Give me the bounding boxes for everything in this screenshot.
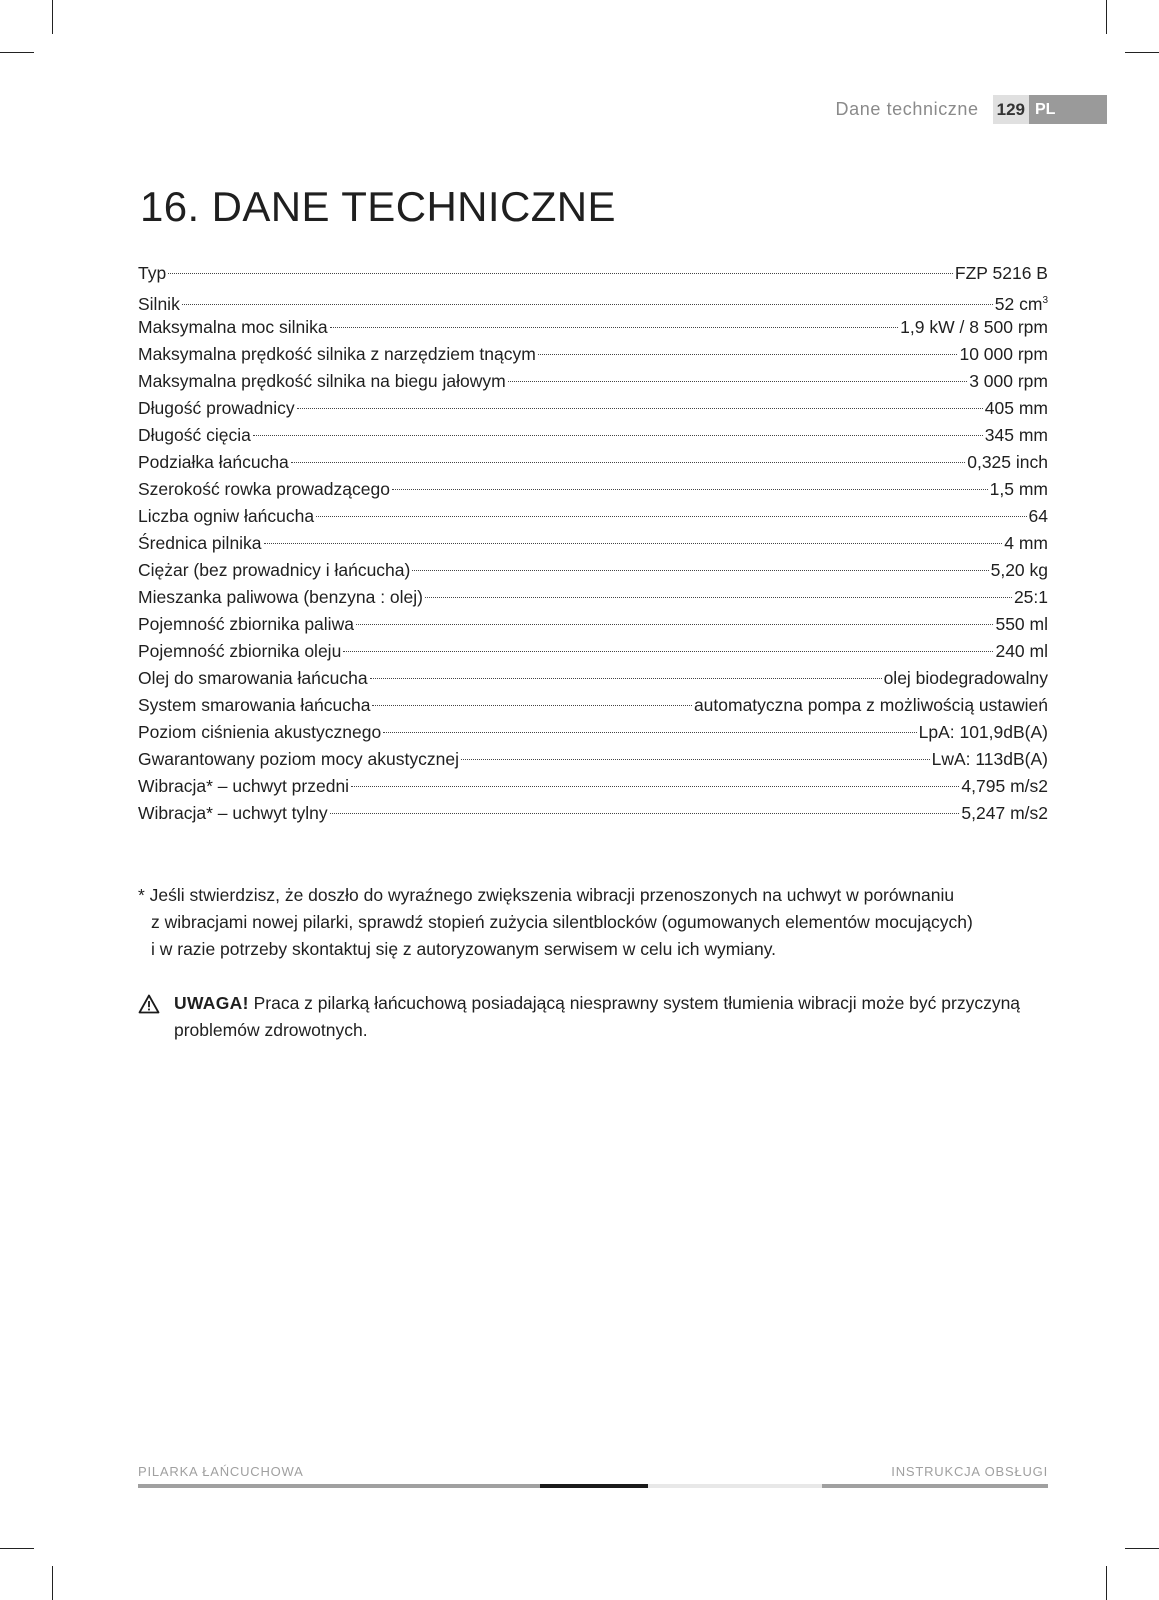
spec-row	[138, 476, 1048, 503]
spec-row	[138, 368, 1048, 395]
spec-label: Pojemność zbiornika paliwa	[138, 614, 354, 634]
dot-leader	[356, 624, 994, 625]
spec-row	[138, 287, 1048, 314]
spec-value-text: olej biodegradowalny	[883, 668, 1048, 688]
spec-value	[694, 692, 1048, 719]
spec-row	[138, 314, 1048, 341]
spec-value-text: 25:1	[1013, 587, 1048, 607]
warning-label: UWAGA!	[174, 993, 249, 1013]
spec-label: System smarowania łańcucha	[138, 695, 371, 715]
spec-value	[969, 368, 1048, 395]
dot-leader	[291, 462, 965, 463]
dot-leader	[330, 813, 960, 814]
spec-label: Maksymalna prędkość silnika na biegu jałowym	[138, 371, 506, 391]
spec-value	[961, 773, 1048, 800]
dot-leader	[425, 597, 1012, 598]
footer-right-text: INSTRUKCJA OBSŁUGI	[891, 1464, 1048, 1479]
spec-label: Wibracja* – uchwyt tylny	[138, 803, 328, 823]
spec-value-text: 345 mm	[984, 425, 1048, 445]
spec-row	[138, 800, 1048, 827]
spec-row	[138, 719, 1048, 746]
spec-value	[884, 665, 1048, 692]
spec-value	[955, 260, 1048, 287]
footer-rule-segment	[822, 1484, 1048, 1488]
spec-row	[138, 449, 1048, 476]
footer-left-text: PILARKA ŁAŃCUCHOWA	[138, 1464, 304, 1479]
spec-value	[991, 557, 1048, 584]
spec-row	[138, 692, 1048, 719]
spec-value-text: 52 cm	[994, 293, 1043, 314]
footnote	[138, 882, 1068, 963]
spec-value-text: 4,795 m/s2	[961, 776, 1048, 796]
dot-leader	[253, 435, 983, 436]
dot-leader	[343, 651, 993, 652]
dot-leader	[370, 678, 882, 679]
spec-value-text: 5,247 m/s2	[961, 803, 1048, 823]
spec-row	[138, 665, 1048, 692]
spec-value-text: 4 mm	[1004, 533, 1048, 553]
spec-row	[138, 341, 1048, 368]
spec-row	[138, 530, 1048, 557]
spec-label: Ciężar (bez prowadnicy i łańcucha)	[138, 560, 411, 580]
warning-triangle-icon	[138, 990, 162, 1044]
spec-value	[961, 800, 1048, 827]
spec-label: Szerokość rowka prowadzącego	[138, 479, 390, 499]
spec-value	[995, 611, 1048, 638]
spec-row	[138, 395, 1048, 422]
spec-value-text: 1,9 kW / 8 500 rpm	[900, 317, 1048, 337]
spec-label: Maksymalna moc silnika	[138, 317, 328, 337]
dot-leader	[412, 570, 988, 571]
page-footer	[138, 1464, 1048, 1479]
footer-rule-segment	[648, 1484, 822, 1488]
page-title: 16. DANE TECHNICZNE	[140, 183, 616, 230]
spec-value	[1029, 503, 1048, 530]
footer-rule	[138, 1484, 1048, 1488]
spec-value-superscript: 3	[1042, 295, 1048, 306]
spec-label: Olej do smarowania łańcucha	[138, 668, 368, 688]
spec-label: Silnik	[138, 293, 180, 314]
spec-value-text: LwA: 113dB(A)	[931, 749, 1048, 769]
footer-rule-segment	[540, 1484, 648, 1488]
spec-value-text: 405 mm	[984, 398, 1048, 418]
spec-label: Średnica pilnika	[138, 533, 262, 553]
spec-row	[138, 422, 1048, 449]
dot-leader	[316, 516, 1026, 517]
spec-label: Podziałka łańcucha	[138, 452, 289, 472]
spec-row	[138, 611, 1048, 638]
spec-value	[990, 476, 1048, 503]
spec-value-text: LpA: 101,9dB(A)	[918, 722, 1048, 742]
dot-leader	[538, 354, 958, 355]
dot-leader	[392, 489, 988, 490]
spec-value	[1004, 530, 1048, 557]
spec-value-text: 3 000 rpm	[969, 371, 1048, 391]
spec-list	[138, 260, 1048, 827]
spec-value-text: 5,20 kg	[990, 560, 1048, 580]
language-badge: PL	[1029, 95, 1107, 124]
spec-row	[138, 557, 1048, 584]
spec-value-text: FZP 5216 B	[954, 263, 1048, 283]
dot-leader	[168, 273, 953, 274]
spec-label: Gwarantowany poziom mocy akustycznej	[138, 749, 459, 769]
dot-leader	[297, 408, 983, 409]
spec-value-text: 64	[1028, 506, 1048, 526]
spec-label: Maksymalna prędkość silnika z narzędziem tnącym	[138, 344, 536, 364]
footnote-line: z wibracjami nowej pilarki, sprawdź stopień zużycia silentblocków (ogumowanych elementów mocujących)	[151, 912, 973, 932]
spec-label: Długość cięcia	[138, 425, 251, 445]
spec-row	[138, 503, 1048, 530]
crop-mark	[1106, 0, 1107, 34]
dot-leader	[508, 381, 968, 382]
spec-row	[138, 746, 1048, 773]
dot-leader	[182, 304, 993, 305]
spec-value	[985, 395, 1048, 422]
spec-value	[959, 341, 1048, 368]
footer-rule-segment	[138, 1484, 540, 1488]
dot-leader	[351, 786, 959, 787]
dot-leader	[461, 759, 930, 760]
spec-label: Mieszanka paliwowa (benzyna : olej)	[138, 587, 423, 607]
spec-label: Pojemność zbiornika oleju	[138, 641, 342, 661]
page-header	[836, 95, 1107, 124]
dot-leader	[330, 327, 899, 328]
warning-text: Praca z pilarką łańcuchową posiadającą niesprawny system tłumienia wibracji może być przyczyną problemów zdrowotnych.	[174, 993, 1021, 1040]
spec-value	[995, 638, 1048, 665]
warning-body	[174, 990, 1068, 1044]
spec-value	[932, 746, 1048, 773]
spec-row	[138, 260, 1048, 287]
spec-value-text: 0,325 inch	[967, 452, 1048, 472]
crop-mark	[52, 0, 53, 34]
footnote-line: * Jeśli stwierdzisz, że doszło do wyraźnego zwiększenia wibracji przenoszonych na uchwyt w porównaniu	[138, 885, 955, 905]
spec-value-text: 550 ml	[995, 614, 1048, 634]
spec-label: Liczba ogniw łańcucha	[138, 506, 315, 526]
spec-value	[1014, 584, 1048, 611]
spec-value-text: 10 000 rpm	[959, 344, 1048, 364]
spec-label: Typ	[138, 263, 167, 283]
spec-label: Poziom ciśnienia akustycznego	[138, 722, 382, 742]
spec-label: Długość prowadnicy	[138, 398, 295, 418]
footnote-line: i w razie potrzeby skontaktuj się z autoryzowanym serwisem w celu ich wymiany.	[151, 939, 777, 959]
crop-mark	[0, 52, 34, 53]
spec-value	[919, 719, 1048, 746]
spec-value	[967, 449, 1048, 476]
spec-label: Wibracja* – uchwyt przedni	[138, 776, 350, 796]
crop-mark	[1125, 1548, 1159, 1549]
spec-value-text: 1,5 mm	[989, 479, 1048, 499]
spec-row	[138, 638, 1048, 665]
crop-mark	[1106, 1566, 1107, 1600]
header-section-title: Dane techniczne	[835, 99, 979, 119]
dot-leader	[264, 543, 1003, 544]
spec-value	[900, 314, 1048, 341]
crop-mark	[1125, 52, 1159, 53]
crop-mark	[52, 1566, 53, 1600]
warning-notice	[138, 990, 1068, 1044]
spec-value-text: 240 ml	[995, 641, 1048, 661]
spec-row	[138, 584, 1048, 611]
spec-value	[985, 422, 1048, 449]
dot-leader	[383, 732, 916, 733]
page-number: 129	[993, 95, 1029, 124]
spec-value-text: automatyczna pompa z możliwością ustawień	[693, 695, 1048, 715]
spec-row	[138, 773, 1048, 800]
crop-mark	[0, 1548, 34, 1549]
dot-leader	[372, 705, 691, 706]
